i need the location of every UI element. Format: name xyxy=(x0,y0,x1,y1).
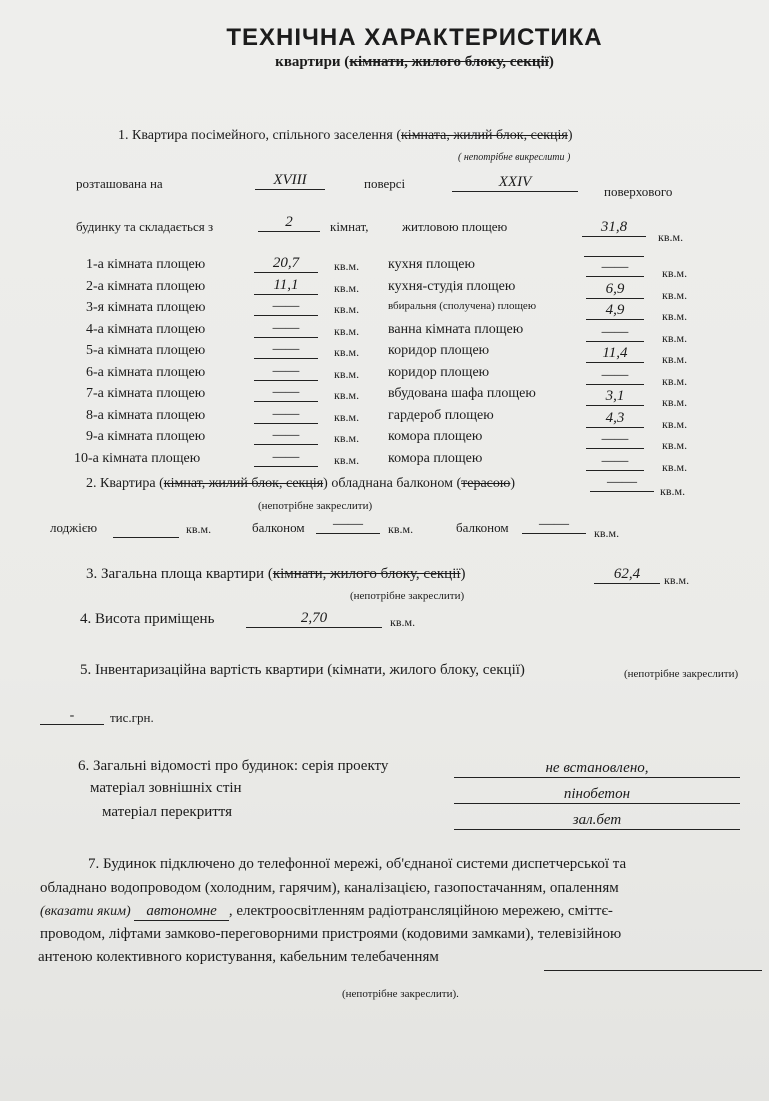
walls-label: матеріал зовнішніх стін xyxy=(90,780,242,796)
height-unit: кв.м. xyxy=(390,615,416,629)
room-left-value: —— xyxy=(254,427,318,445)
loggia-unit: кв.м. xyxy=(186,522,212,536)
section-4-label: 4. Висота приміщень xyxy=(80,611,215,627)
total-unit: кв.м. xyxy=(664,573,690,587)
balcony-unit: кв.м. xyxy=(660,484,686,498)
balcony1-value: —— xyxy=(316,516,380,534)
room-right-value: —— xyxy=(586,367,644,385)
loggia-value xyxy=(113,522,179,538)
room-left-value: —— xyxy=(254,449,318,467)
room-right-label: кухня площею xyxy=(388,257,475,272)
room-right-unit: кв.м. xyxy=(662,352,688,366)
section-7-note: (непотрібне закреслити). xyxy=(342,988,459,1000)
room-right-unit: кв.м. xyxy=(662,266,688,280)
document-title: ТЕХНІЧНА ХАРАКТЕРИСТИКА xyxy=(226,24,603,51)
room-left-label: 2-а кімната площею xyxy=(86,279,206,294)
document-subtitle: квартири (кімнати, жилого блоку, секції) xyxy=(275,54,554,70)
room-left-value: —— xyxy=(254,341,318,359)
balcony2-unit: кв.м. xyxy=(594,526,620,540)
inventory-unit: тис.грн. xyxy=(110,710,154,725)
room-left-label: 8-а кімната площею xyxy=(86,408,206,423)
room-right-value: 4,3 xyxy=(586,410,644,428)
section-6-label: 6. Загальні відомості про будинок: серія проекту xyxy=(78,758,389,774)
room-right-value: —— xyxy=(586,431,644,449)
room-left-value: —— xyxy=(254,406,318,424)
living-unit: кв.м. xyxy=(658,230,684,244)
room-left-unit: кв.м. xyxy=(334,410,360,424)
section-5-note: (непотрібне закреслити) xyxy=(624,668,739,680)
room-right-label: кухня-студія площею xyxy=(388,279,516,294)
room-left-value: —— xyxy=(254,384,318,402)
room-right-unit: кв.м. xyxy=(662,288,688,302)
room-left-label: 4-а кімната площею xyxy=(86,322,206,337)
balcony1-unit: кв.м. xyxy=(388,522,414,536)
section-5-label: 5. Інвентаризаційна вартість квартири (кімнати, жилого блоку, секції) xyxy=(80,662,525,678)
blank-line xyxy=(584,256,644,257)
room-left-value: —— xyxy=(254,298,318,316)
walls-value: пінобетон xyxy=(454,786,740,804)
section-3-note: (непотрібне закреслити) xyxy=(350,590,465,602)
section-1-note: ( непотрібне викреслити ) xyxy=(458,152,571,163)
section-7-line2: обладнано водопроводом (холодним, гарячим), каналізацією, газопостачанням, опаленням xyxy=(40,880,619,896)
room-left-unit: кв.м. xyxy=(334,453,360,467)
room-right-value: —— xyxy=(586,453,644,471)
room-right-value: 3,1 xyxy=(586,388,644,406)
section-7-line5: антеною колективного користування, кабельним телебаченням xyxy=(38,949,439,965)
room-right-unit: кв.м. xyxy=(662,374,688,388)
room-left-label: 1-а кімната площею xyxy=(86,257,206,272)
room-left-label: 10-а кімната площею xyxy=(74,451,201,466)
room-right-label: вбиральня (сполучена) площею xyxy=(388,300,537,312)
room-right-unit: кв.м. xyxy=(662,395,688,409)
room-left-label: 7-а кімната площею xyxy=(86,386,206,401)
room-left-unit: кв.м. xyxy=(334,259,360,273)
balcony2-label: балконом xyxy=(456,520,509,535)
floors-label: поверхового xyxy=(604,184,673,199)
room-left-unit: кв.м. xyxy=(334,281,360,295)
section-3-lead: 3. Загальна площа квартири (кімнати, жилого блоку, секції) xyxy=(86,566,466,582)
room-right-label: комора площею xyxy=(388,451,483,466)
height-value: 2,70 xyxy=(246,610,382,628)
room-left-unit: кв.м. xyxy=(334,388,360,402)
room-right-unit: кв.м. xyxy=(662,417,688,431)
floors-total: XXIV xyxy=(452,174,578,192)
room-right-label: коридор площею xyxy=(388,365,490,380)
room-right-unit: кв.м. xyxy=(662,331,688,345)
ceiling-value: зал.бет xyxy=(454,812,740,830)
room-left-unit: кв.м. xyxy=(334,431,360,445)
loggia-label: лоджією xyxy=(50,520,98,535)
room-right-unit: кв.м. xyxy=(662,460,688,474)
room-right-value: 6,9 xyxy=(586,281,644,299)
room-right-unit: кв.м. xyxy=(662,309,688,323)
room-right-label: коридор площею xyxy=(388,343,490,358)
room-left-unit: кв.м. xyxy=(334,302,360,316)
room-left-label: 5-а кімната площею xyxy=(86,343,206,358)
balcony-value: —— xyxy=(590,474,654,492)
room-left-label: 6-а кімната площею xyxy=(86,365,206,380)
balcony1-label: балконом xyxy=(252,520,305,535)
located-label: розташована на xyxy=(76,176,163,191)
room-right-label: ванна кімната площею xyxy=(388,322,524,337)
section-7-blank xyxy=(544,970,762,971)
room-left-unit: кв.м. xyxy=(334,324,360,338)
room-right-label: вбудована шафа площею xyxy=(388,386,536,401)
room-left-value: 11,1 xyxy=(254,277,318,295)
section-7-line1: 7. Будинок підключено до телефонної мережі, об'єднаної системи диспетчерської та xyxy=(88,856,627,872)
ceiling-label: матеріал перекриття xyxy=(102,804,233,820)
room-left-value: —— xyxy=(254,320,318,338)
section-2-note: (непотрібне закреслити) xyxy=(258,500,373,512)
series-value: не встановлено, xyxy=(454,760,740,778)
room-left-value: —— xyxy=(254,363,318,381)
balcony2-value: —— xyxy=(522,516,586,534)
room-left-unit: кв.м. xyxy=(334,367,360,381)
section-1-lead: 1. Квартира посімейного, спільного заселення (кімната, жилий блок, секція) xyxy=(118,128,573,143)
room-right-label: комора площею xyxy=(388,429,483,444)
section-2-lead: 2. Квартира (кімнат, жилий блок, секція) обладнана балконом (терасою) xyxy=(86,476,516,491)
room-left-unit: кв.м. xyxy=(334,345,360,359)
building-label: будинку та складається з xyxy=(76,219,214,234)
floor-label: поверсі xyxy=(364,176,406,191)
room-right-value: 4,9 xyxy=(586,302,644,320)
room-right-label: гардероб площею xyxy=(388,408,494,423)
room-left-label: 3-я кімната площею xyxy=(86,300,206,315)
rooms-count: 2 xyxy=(258,214,320,232)
room-left-value: 20,7 xyxy=(254,255,318,273)
room-right-value: 11,4 xyxy=(586,345,644,363)
room-right-value: —— xyxy=(586,259,644,277)
total-area: 62,4 xyxy=(594,566,660,584)
section-7-line3: (вказати яким) автономне , електроосвітленням радіотрансляційною мережею, сміттє- xyxy=(40,903,613,919)
room-left-label: 9-а кімната площею xyxy=(86,429,206,444)
rooms-label: кімнат, xyxy=(330,219,369,234)
living-label: житловою площею xyxy=(402,219,508,234)
room-right-value: —— xyxy=(586,324,644,342)
inventory-value: - xyxy=(40,708,104,725)
living-area: 31,8 xyxy=(582,219,646,237)
floor-value: XVIII xyxy=(255,172,325,190)
room-right-unit: кв.м. xyxy=(662,438,688,452)
section-7-line4: проводом, ліфтами замково-переговорними пристроями (кодовими замками), телевізійною xyxy=(40,926,622,942)
